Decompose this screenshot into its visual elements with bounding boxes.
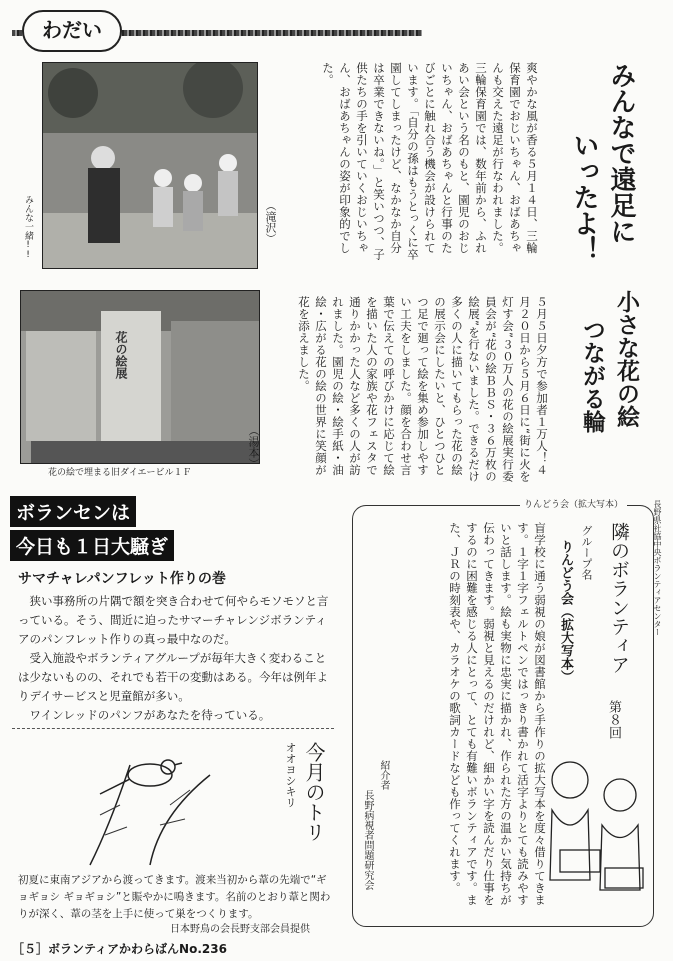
flower-exhibit-sign: 花の絵展 [114, 331, 128, 379]
page-footer: ［５］ボランティアかわらばんNo.236 [12, 942, 227, 956]
flower-exhibit-photo [20, 290, 260, 464]
article1-signature: （滝沢） [264, 200, 277, 244]
neighbor-corner-tag: 長野県社協中央ボランティアセンター [653, 500, 662, 636]
volunteer-center-subtitle: サマチャレパンフレット作りの巻 [18, 571, 226, 587]
neighbor-introducer-label: 紹介者 [378, 760, 389, 790]
flower-photo-caption: 花の絵で埋まる旧ダイエービル１Ｆ [48, 468, 192, 478]
volunteer-center-paragraph: ワインレッドのパンフがあなたを待っている。 [29, 708, 271, 722]
article1-headline-line1: みんなで遠足に [606, 62, 636, 244]
article2-headline-line2: つながる輪 [579, 318, 605, 433]
neighbor-series-title: 隣のボランティア [608, 522, 630, 674]
excursion-photo [42, 62, 258, 269]
neighbor-drawing-caption: りんどう会（拡大写本） [520, 497, 627, 510]
volunteer-center-paragraph: 受入施設やボランティアグループが毎年大きく変わることは少ないものの、それでも若干の変動はある。今年は例年よりデイサービスと児童館が多い。 [18, 651, 329, 703]
neighbor-introducer: 長野病視者問題研究会 [362, 790, 373, 890]
bird-illustration [50, 745, 270, 870]
bird-credit: 日本野鳥の会長野支部会員提供 [170, 924, 310, 935]
neighbor-episode: 第８回 [606, 700, 621, 739]
volunteer-center-title [10, 496, 340, 561]
bird-title: 今月のトリ [302, 742, 326, 842]
neighbor-illustration [540, 750, 650, 910]
topic-badge: わだい [22, 10, 122, 52]
bird-name: オオヨシキリ [284, 742, 297, 808]
volunteer-center-title-line1: ボランセンは [10, 496, 136, 527]
article1-body: 爽やかな風が香る５月１４日、三輪保育園でおじいちゃん、おばあちゃんも交えた遠足が行なわれました。三輪保育園では、数年前から、ふれあい会という名のもと、園児のおじいちゃん、おばあちゃんと行事のたびごとに触れ合う機会が設けられています。「自分の孫はもうとっくに卒園してしまったけど、なかなか自分は卒業できないね。」と笑いつつ、子供たちの手を引いていくおじいちゃん、おばあちゃんの姿が印象的でした。 [321, 62, 539, 261]
volunteer-center-title-line2: 今日も１日大騒ぎ [10, 530, 174, 561]
article2-body: ５月５日夕方で参加者１万人！４月２０日から５月６日に“街に火を灯す会”３０万人の花の絵展実行委員会が“花の絵ＢＢＳ・３６万枚の絵展”を行ないました。できるだけ多くの人に描いてもらった花の絵の展示会にしたいと、ひとつひとつ足で廻って絵を集め参加しやすい工夫をしました。顔を合わせ言葉で伝えての呼びかけに応じて絵を描いた人の家族や花フェスタで通りかかった人など多くの人が訪れました。園児の絵・絵手紙・油絵・広がる花の絵の世界に笑顔が花を添えました。 [297, 296, 549, 483]
neighbor-group-name: りんどう会（拡大写本） [558, 540, 573, 683]
neighbor-group-label: グループ名 [580, 525, 593, 580]
volunteer-center-paragraph: 狭い事務所の片隅で額を突き合わせて何やらモソモソと言っている。そう、間近に迫ったサマーチャレンジボランティアのパンフレット作りの真っ最中なのだ。 [18, 594, 329, 646]
article2-headline-line1: 小さな花の絵 [613, 290, 639, 428]
excursion-photo-caption: みんな一緒!! [23, 195, 33, 260]
neighbor-body: 盲学校に通う弱視の娘が図書館から手作りの拡大写本を度々借りてきます。１字１字フェルトペンではっきり書かれて活字よりとても読みやすいと話します。絵も実物に忠実に描かれ、作られた方の温かい気持ちが伝わってきます。弱視と見えるのだけれど、細かい字を読んだり仕事をするのに困難を感じる人にとって、とても有難いボランティアです。また、ＪＲの時刻表や、カラオケの歌詞カードなども作ってくれます。 [448, 522, 547, 906]
bird-caption: 初夏に東南アジアから渡ってきます。渡来当初から葦の先端で“ギョギョシ ギョギョシ”と賑やかに鳴きます。名前のとおり葦と関わりが深く、葦の茎を上手に使って巣をつくります。 [18, 874, 331, 920]
article1-headline-line2: いったよ！ [569, 132, 599, 262]
article2-signature: （湯本） [247, 425, 260, 469]
volunteer-center-body [18, 592, 336, 725]
